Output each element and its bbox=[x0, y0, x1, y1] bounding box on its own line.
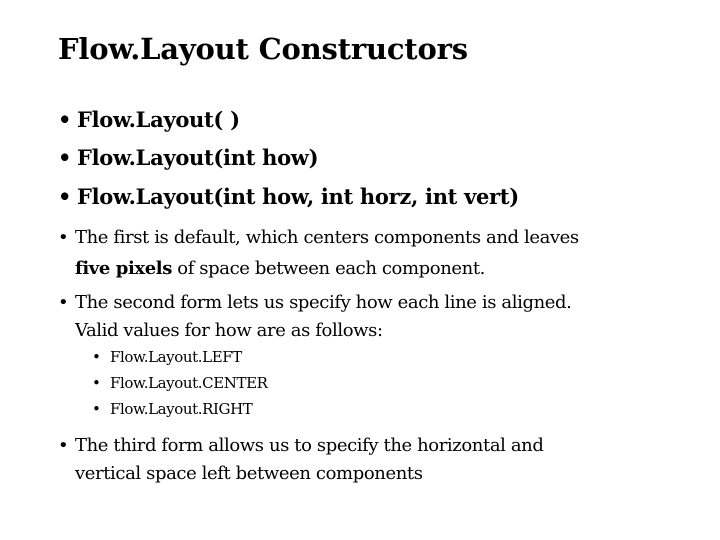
bullet-icon: • bbox=[58, 145, 72, 170]
bullet-icon: • bbox=[58, 184, 72, 209]
emphasis-five-pixels: five pixels bbox=[75, 258, 172, 279]
first-form-line2-rest: of space between each component. bbox=[171, 258, 485, 279]
second-form-line2: Valid values for how are as follows: bbox=[75, 320, 383, 341]
alignment-value-text: Flow.Layout.RIGHT bbox=[110, 400, 253, 418]
bullet-icon: • bbox=[58, 292, 69, 313]
bullet-icon: • bbox=[58, 435, 69, 456]
bullet-icon: • bbox=[58, 227, 69, 248]
constructor-text: Flow.Layout(int how) bbox=[77, 145, 319, 170]
constructor-text: Flow.Layout( ) bbox=[77, 107, 240, 132]
second-form-line1: The second form lets us specify how each line is aligned. bbox=[75, 292, 572, 313]
first-form-line2 bbox=[75, 255, 485, 282]
first-form-line1: The first is default, which centers components and leaves bbox=[75, 227, 579, 248]
bullet-icon: • bbox=[92, 348, 101, 366]
third-form-line2: vertical space left between components bbox=[75, 463, 423, 484]
bullet-icon: • bbox=[92, 400, 101, 418]
alignment-value-text: Flow.Layout.LEFT bbox=[110, 348, 242, 366]
alignment-value-text: Flow.Layout.CENTER bbox=[110, 374, 268, 392]
third-form-line1: The third form allows us to specify the horizontal and bbox=[75, 435, 544, 456]
bullet-icon: • bbox=[58, 107, 72, 132]
constructor-text: Flow.Layout(int how, int horz, int vert) bbox=[77, 184, 519, 209]
bullet-icon: • bbox=[92, 374, 101, 392]
slide-title: Flow.Layout Constructors bbox=[58, 32, 468, 66]
